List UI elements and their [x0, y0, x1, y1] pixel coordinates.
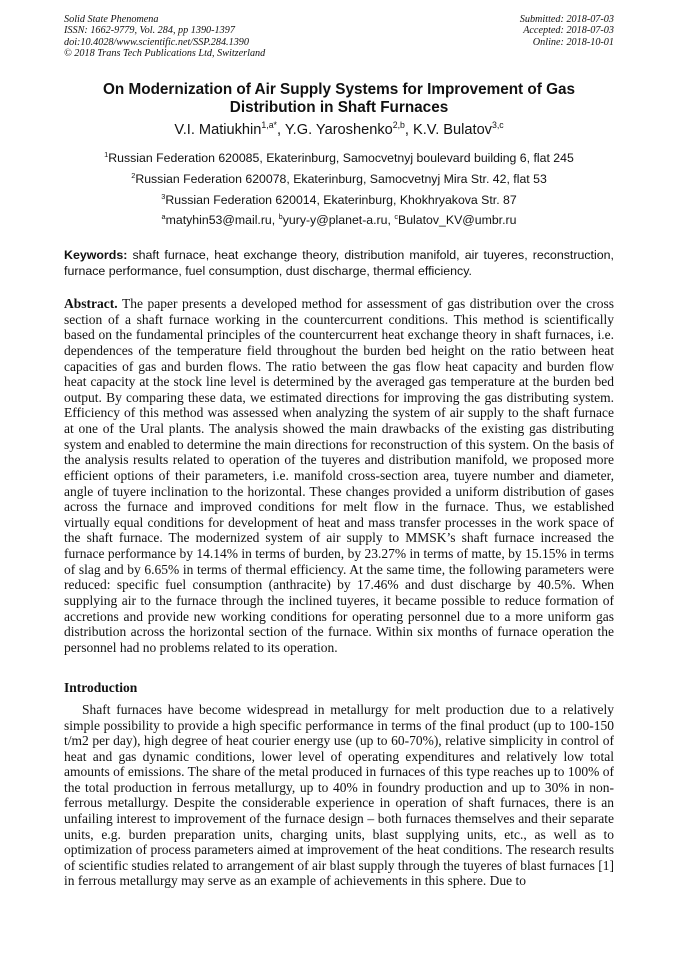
journal-copyright: © 2018 Trans Tech Publications Ltd, Switzerland	[64, 48, 266, 60]
journal-issn: ISSN: 1662-9779, Vol. 284, pp 1390-1397	[64, 25, 235, 37]
email-link[interactable]: matyhin53@mail.ru	[165, 213, 272, 227]
affiliation-text: Russian Federation 620085, Ekaterinburg, Samocvetnyj boulevard building 6, flat 245	[108, 151, 574, 165]
affiliation-2	[64, 172, 614, 186]
author-name: K.V. Bulatov	[413, 122, 492, 138]
author-name: Y.G. Yaroshenko	[284, 122, 393, 138]
affiliation-text: Russian Federation 620014, Ekaterinburg, Khokhryakova Str. 87	[165, 193, 517, 207]
introduction-heading: Introduction	[64, 680, 138, 695]
email-superscript: b	[278, 211, 283, 221]
keywords-label: Keywords:	[64, 248, 128, 262]
author-superscript: 2,b	[392, 120, 405, 131]
affiliation-superscript: 3	[161, 191, 166, 201]
journal-info	[64, 14, 265, 60]
abstract-text: The paper presents a developed method for assessment of gas distribution over the cross section of a shaft furnace working in the countercurrent conditions. This method is scientifically based on the fundamental principles of the countercurrent heat exchange theory in shaft furnaces, i.e. dependences of the temperature field throughout the burden bed height on the ratio between heat capacities of gas and burden flows. The ratio between the gas flow heat capacity and burden flow heat capacity at the stock line level is determined by the averaged gas temperature at the burden bed output. By comparing these data, we estimated directions for improving the gas distributing system. Efficiency of this method was assessed when analyzing the system of air supply to the shaft furnace at one of the Ural plants. The analysis showed the main drawbacks of the existing gas distributing system and enabled to determine the main directions for reconstruction of this system. On the basis of the analysis results related to operation of the tuyeres and distribution manifold, we proposed more efficient options of their parameters, i.e. manifold cross-section area, tuyere number and diameter, angle of tuyere inclination to the horizontal. These changes provided a uniform distribution of gases across the furnace and improved conditions for melt flow in the furnace. Thus, we established virtually equal conditions for development of heat and mass transfer processes in the work space of the shaft furnace. The modernized system of air supply to MMSK’s shaft furnace increased the furnace performance by 14.14% in terms of burden, by 23.27% in terms of matte, by 15.15% in terms of slag and by 6.65% in terms of thermal efficiency. At the same time, the following parameters were reduced: specific fuel consumption (anthracite) by 17.46% and dust discharge by 40.5%. When supplying air to the furnace through the inclined tuyeres, it became possible to reduce formation of accretions and provide new working conditions for operating personnel due to a more uniform gas distribution across the horizontal section of the furnace. Within six months of furnace operation the personnel had no problems related to its operation.	[64, 296, 614, 655]
affiliation-3	[64, 193, 614, 207]
abstract-label: Abstract.	[64, 296, 118, 311]
affiliation-1	[64, 151, 614, 165]
abstract-paragraph	[64, 296, 614, 655]
online-date: Online: 2018-10-01	[532, 36, 614, 48]
affiliation-superscript: 1	[104, 149, 109, 159]
email-separator: ,	[271, 213, 279, 227]
author-separator: ,	[404, 122, 414, 138]
publication-dates	[520, 14, 614, 48]
author-name: V.I. Matiukhin	[174, 122, 262, 138]
email-superscript: c	[394, 211, 399, 221]
keywords-text: shaft furnace, heat exchange theory, distribution manifold, air tuyeres, reconstruction, furnace performance, fuel consumption, dust discharge, thermal efficiency.	[64, 248, 614, 278]
author-list	[64, 121, 614, 139]
author-superscript: 3,c	[491, 120, 504, 131]
submitted-date: Submitted: 2018-07-03	[519, 14, 614, 25]
author-superscript: 1,a*	[261, 120, 277, 131]
affiliation-text: Russian Federation 620078, Ekaterinburg, Samocvetnyj Mira Str. 42, flat 53	[135, 172, 547, 186]
accepted-date: Accepted: 2018-07-03	[523, 25, 614, 37]
email-superscript: a	[161, 211, 166, 221]
paper-title: On Modernization of Air Supply Systems for Improvement of Gas Distribution in Shaft Furnaces	[103, 81, 575, 116]
email-separator: ,	[387, 213, 395, 227]
introduction-paragraph: Shaft furnaces have become widespread in metallurgy for melt production due to a relatively simple possibility to provide a high specific performance in terms of the final product (up to 100-150 t/m2 per day), high degree of heat courier energy use (up to 60-70%), relative simplicity in control of heat and gas dynamic conditions, lower level of operating expenditures and relatively low total amounts of emissions. The share of the metal produced in furnaces of this type reaches up to 100% of the total production in ferrous metallurgy, up to 40% in foundry production and up to 30% in non-ferrous metallurgy. Despite the considerable experience in operation of shaft furnaces, there is an unfailing interest to improvement of the furnace design – both furnaces themselves and their separate units, e.g. burden preparation units, charging units, blast supplying units, etc., as well as to optimization of process parameters aimed at improvement of the heat conditions. The research results of scientific studies related to arrangement of air blast supply through the tuyeres of blast furnaces [1] in ferrous metallurgy may serve as an example of achievements in this sphere. Due to	[64, 702, 614, 889]
journal-name: Solid State Phenomena	[64, 14, 159, 25]
affiliation-superscript: 2	[131, 170, 136, 180]
author-separator: ,	[276, 122, 285, 138]
email-link[interactable]: Bulatov_KV@umbr.ru	[398, 213, 517, 227]
keywords-paragraph	[64, 248, 614, 279]
journal-doi: doi:10.4028/www.scientific.net/SSP.284.1390	[64, 36, 249, 48]
email-link[interactable]: yury-y@planet-a.ru	[282, 213, 388, 227]
email-list	[64, 213, 614, 227]
